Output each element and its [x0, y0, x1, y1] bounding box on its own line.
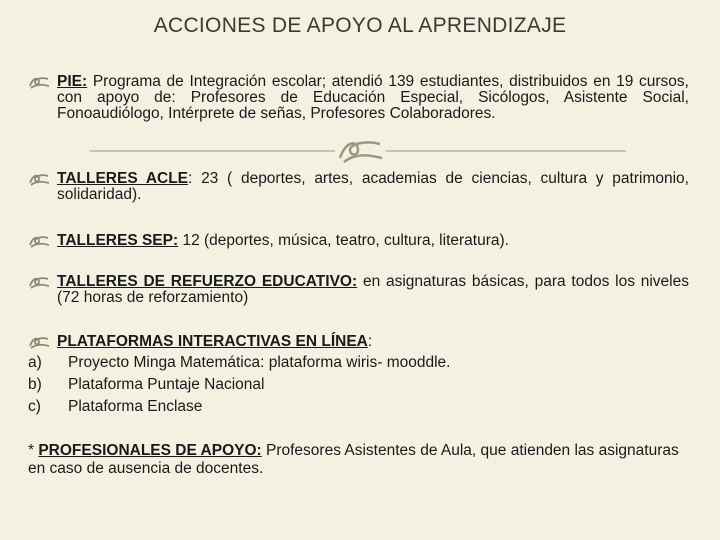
item-label: TALLERES DE REFUERZO EDUCATIVO: [57, 273, 358, 290]
page-title: ACCIONES DE APOYO AL APRENDIZAJE [153, 14, 567, 37]
item-label: PLATAFORMAS INTERACTIVAS EN LÍNEA [57, 333, 368, 350]
item-plataformas [57, 334, 689, 350]
divider-right [386, 150, 626, 152]
curl-bullet-icon [28, 75, 50, 89]
list-item [28, 374, 264, 396]
item-label: TALLERES SEP: [57, 232, 179, 249]
item-text: 12 (deportes, música, teatro, cultura, literatura). [178, 232, 509, 249]
curl-bullet-icon [28, 335, 50, 349]
list-text: Plataforma Puntaje Nacional [68, 376, 265, 393]
curl-ornament-icon [336, 138, 386, 164]
curl-bullet-icon [28, 275, 50, 289]
list-text: Plataforma Enclase [68, 398, 203, 415]
note-prefix: * [28, 442, 39, 459]
curl-bullet-icon [28, 234, 50, 248]
item-label: PIE: [57, 73, 88, 90]
item-talleres-sep [57, 233, 689, 249]
curl-bullet-icon [28, 172, 50, 186]
list-item [28, 396, 202, 418]
item-text: : 23 ( deportes, artes, academias de ciencias, cultura y patrimonio, solidaridad). [57, 170, 689, 203]
divider-left [90, 150, 335, 152]
item-text: en asignaturas básicas, para todos los niveles (72 horas de reforzamiento) [57, 273, 689, 306]
list-marker: c) [28, 398, 41, 415]
list-marker: a) [28, 354, 42, 371]
item-talleres-acle [57, 171, 689, 203]
item-text: Programa de Integración escolar; atendió 139 estudiantes, distribuidos en 19 cursos, con apoyo de: Profesores de Educación Especial, Sicólogos, Asistente Social, Fonoaudiólogo, Intérprete de señas, Profesores Colaboradores. [57, 73, 689, 122]
item-text: : [367, 333, 373, 350]
note-label: PROFESIONALES DE APOYO: [38, 442, 262, 459]
support-note [28, 442, 690, 478]
list-marker: b) [28, 376, 42, 393]
list-text: Proyecto Minga Matemática: plataforma wiris- mooddle. [68, 354, 451, 371]
list-item [28, 352, 450, 374]
item-label: TALLERES ACLE [57, 170, 189, 187]
item-pie [57, 74, 689, 122]
item-talleres-refuerzo [57, 274, 689, 306]
note-text: Profesores Asistentes de Aula, que atienden las asignaturas en caso de ausencia de docentes. [28, 442, 679, 477]
